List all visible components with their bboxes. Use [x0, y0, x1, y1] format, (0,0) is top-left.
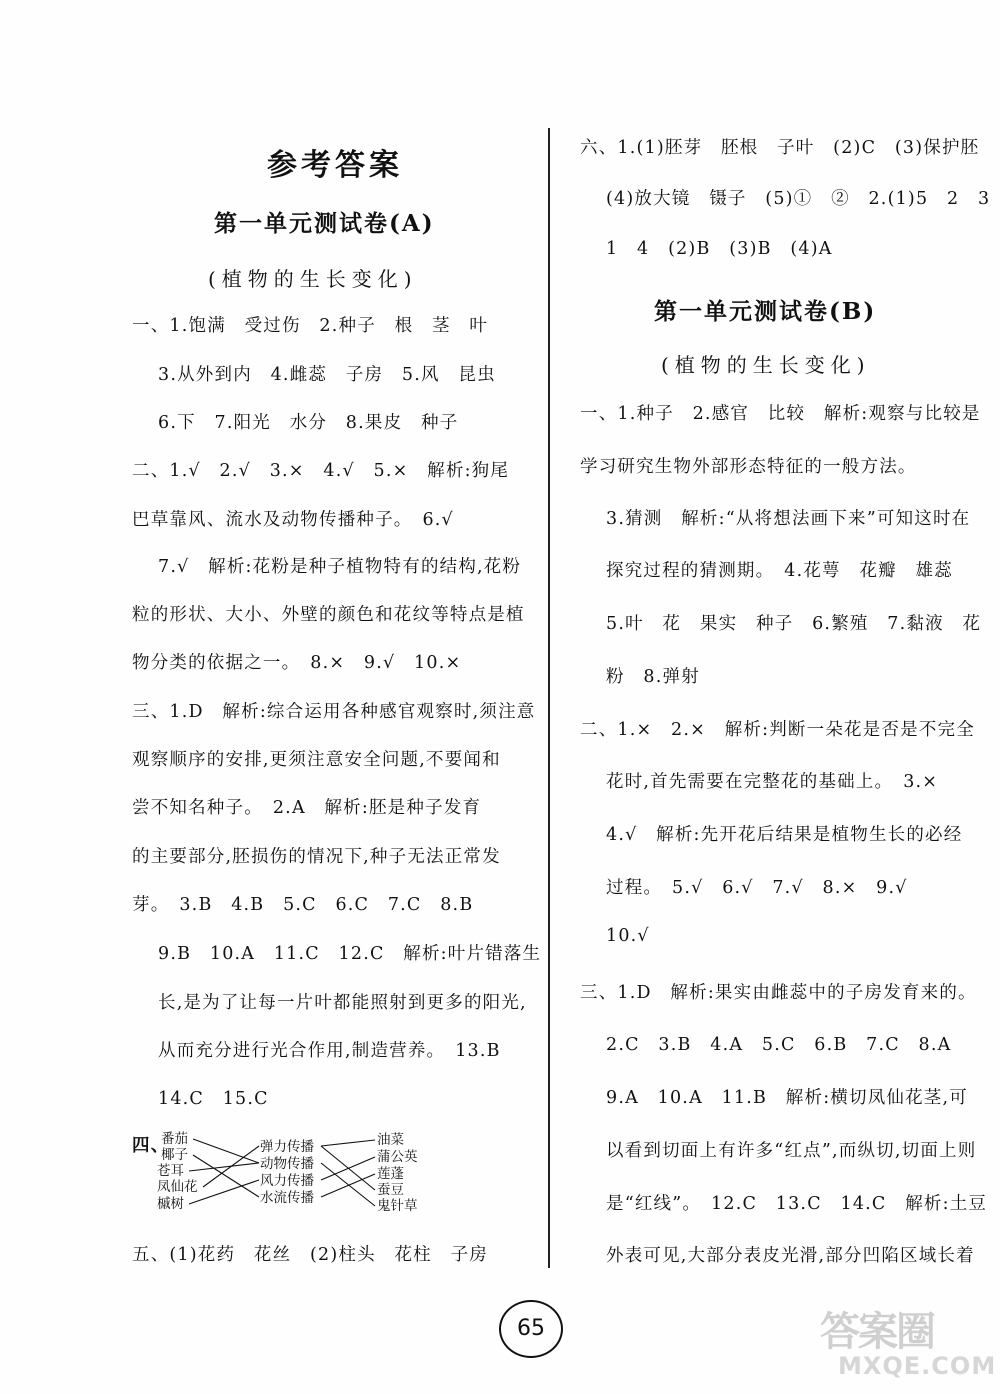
b-line-14: 9.A 10.A 11.B 解析:横切凤仙花茎,可 — [606, 1088, 968, 1108]
method-label: 动物传播 — [260, 1156, 314, 1172]
b-line-8: 花时,首先需要在完整花的基础上。 3.× — [606, 772, 939, 792]
b-line-17: 外表可见,大部分表皮光滑,部分凹陷区域长着 — [606, 1246, 975, 1266]
method-label: 风力传播 — [260, 1173, 314, 1189]
plant-label: 槭树 — [157, 1196, 184, 1212]
r-top-3: 1 4 (2)B (3)B (4)A — [606, 239, 833, 259]
b-line-11: 10.√ — [606, 926, 650, 946]
a-line-9: 三、1.D 解析:综合运用各种感官观察时,须注意 — [132, 702, 536, 722]
method-label: 弹力传播 — [260, 1139, 314, 1155]
a-line-12: 的主要部分,胚损伤的情况下,种子无法正常发 — [132, 847, 501, 867]
method-label: 水流传播 — [260, 1190, 314, 1206]
a-line-14: 9.B 10.A 11.C 12.C 解析:叶片错落生 — [158, 944, 542, 964]
a-line-3: 6.下 7.阳光 水分 8.果皮 种子 — [158, 413, 459, 433]
section-a-title: 第一单元测试卷(A) — [214, 210, 435, 237]
q4-label: 四、 — [132, 1136, 170, 1156]
b-line-10: 过程。 5.√ 6.√ 7.√ 8.× 9.√ — [606, 878, 908, 898]
a-line-11: 尝不知名种子。 2.A 解析:胚是种子发育 — [132, 798, 482, 818]
plant2-label: 莲蓬 — [377, 1166, 404, 1182]
a-line-15: 长,是为了让每一片叶都能照射到更多的阳光, — [158, 993, 527, 1013]
plant-label: 凤仙花 — [157, 1179, 198, 1195]
a-line-1: 一、1.饱满 受过伤 2.种子 根 茎 叶 — [132, 316, 489, 336]
plant2-label: 蒲公英 — [377, 1149, 418, 1165]
plant-label: 椰子 — [161, 1147, 188, 1163]
a-line-16: 从而充分进行光合作用,制造营养。 13.B — [158, 1041, 501, 1061]
watermark-logo: 答案圈 — [820, 1309, 934, 1355]
plant-label: 苍耳 — [157, 1163, 184, 1179]
r-top-1: 六、1.(1)胚芽 胚根 子叶 (2)C (3)保护胚 — [580, 138, 980, 158]
section-b-title: 第一单元测试卷(B) — [654, 298, 877, 325]
section-b-subtitle: (植物的生长变化) — [661, 353, 871, 377]
a-line-4: 二、1.√ 2.√ 3.× 4.√ 5.× 解析:狗尾 — [132, 461, 510, 481]
section-a-subtitle: (植物的生长变化) — [208, 267, 418, 291]
a-line-6: 7.√ 解析:花粉是种子植物特有的结构,花粉 — [158, 557, 522, 577]
b-line-12: 三、1.D 解析:果实由雌蕊中的子房发育来的。 — [580, 983, 977, 1003]
b-line-7: 二、1.× 2.× 解析:判断一朵花是否是不完全 — [580, 720, 975, 740]
page-number: 65 — [499, 1300, 563, 1358]
plant2-label: 鬼针草 — [377, 1198, 418, 1214]
r-top-2: (4)放大镜 镊子 (5)① ② 2.(1)5 2 3 — [606, 189, 991, 209]
a-line-13: 芽。 3.B 4.B 5.C 6.C 7.C 8.B — [132, 895, 474, 915]
b-line-16: 是“红线”。 12.C 13.C 14.C 解析:土豆 — [606, 1194, 988, 1214]
b-line-6: 粉 8.弹射 — [606, 667, 700, 687]
b-line-4: 探究过程的猜测期。 4.花萼 花瓣 雄蕊 — [606, 561, 953, 581]
b-line-2: 学习研究生物外部形态特征的一般方法。 — [580, 457, 917, 477]
a-line-5: 巴草靠风、流水及动物传播种子。 6.√ — [132, 510, 454, 530]
b-line-5: 5.叶 花 果实 种子 6.繁殖 7.黏液 花 — [606, 614, 982, 634]
watermark-url: MXQE.COM — [838, 1352, 997, 1380]
plant2-label: 油菜 — [377, 1132, 404, 1148]
plant-label: 番茄 — [161, 1131, 188, 1147]
b-line-1: 一、1.种子 2.感官 比较 解析:观察与比较是 — [580, 404, 981, 424]
doc-title: 参考答案 — [267, 148, 403, 183]
a-line-7: 粒的形状、大小、外壁的颜色和花纹等特点是植 — [132, 605, 525, 625]
b-line-15: 以看到切面上有许多“红点”,而纵切,切面上则 — [606, 1141, 977, 1161]
b-line-9: 4.√ 解析:先开花后结果是植物生长的必经 — [606, 825, 963, 845]
a-line-10: 观察顺序的安排,更须注意安全问题,不要闻和 — [132, 750, 501, 770]
plant2-label: 蚕豆 — [377, 1182, 404, 1198]
q5-line: 五、(1)花药 花丝 (2)柱头 花柱 子房 — [132, 1245, 488, 1265]
a-line-8: 物分类的依据之一。 8.× 9.√ 10.× — [132, 653, 462, 673]
matching-diagram — [155, 1128, 430, 1220]
b-line-13: 2.C 3.B 4.A 5.C 6.B 7.C 8.A — [606, 1035, 952, 1055]
column-divider — [548, 128, 550, 1268]
a-line-17: 14.C 15.C — [158, 1089, 269, 1109]
a-line-2: 3.从外到内 4.雌蕊 子房 5.风 昆虫 — [158, 365, 496, 385]
b-line-3: 3.猜测 解析:“从将想法画下来”可知这时在 — [606, 509, 971, 529]
